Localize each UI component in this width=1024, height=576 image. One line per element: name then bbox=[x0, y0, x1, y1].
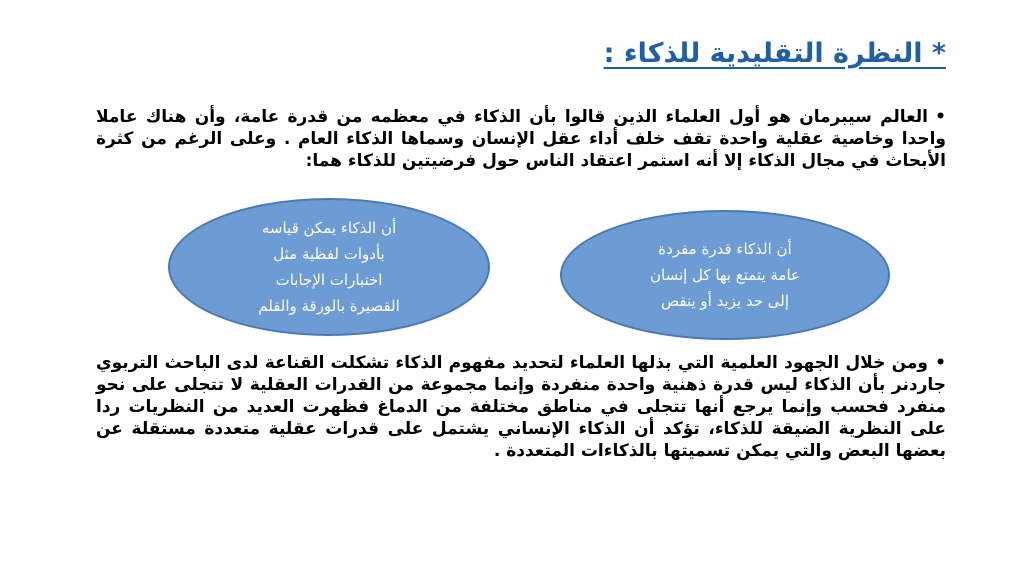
oval-left-line-1: أن الذكاء يمكن قياسه bbox=[261, 219, 397, 237]
oval-right-line-3: إلى حد يزيد أو ينقص bbox=[660, 292, 790, 310]
hypothesis-oval-single-ability bbox=[560, 210, 890, 340]
oval-right-line-1: أن الذكاء قدرة مفردة bbox=[658, 240, 792, 258]
oval-left-line-3: اختبارات الإجابات bbox=[275, 271, 383, 289]
hypothesis-oval-measurement bbox=[168, 198, 490, 336]
oval-left-line-2: بأدوات لفظية مثل bbox=[273, 245, 385, 263]
oval-left-line-4: القصيرة بالورقة والقلم bbox=[258, 297, 400, 315]
bullet-paragraph-2 bbox=[96, 352, 946, 462]
slide-title: * النظرة التقليدية للذكاء : bbox=[603, 38, 946, 69]
paragraph-2-text: ومن خلال الجهود العلمية التي بذلها العلماء لتحديد مفهوم الذكاء تشكلت القناعة لدى الباحث التربوي جاردنر بأن الذكاء ليس قدرة ذهنية واحدة منفردة وإنما مجموعة من القدرات العقلية لا تتجلى على نحو منفرد فحسب وإنما يرجع أنها تتجلى في مناطق مختلفة من الدماغ فظهرت العديد من النظريات ردا على النظرية الضيقة للذكاء، تؤكد أن الذكاء الإنساني يشتمل على قدرات عقلية متعددة مستقلة عن بعضها البعض والتي يمكن تسميتها بالذكاءات المتعددة . bbox=[96, 353, 946, 461]
paragraph-1-text: العالم سيبرمان هو أول العلماء الذين قالوا بأن الذكاء في معظمه من قدرة عامة، وأن هناك عاملا واحدا وخاصية عقلية واحدة تقف خلف أداء عقل الإنسان وسماها الذكاء العام . وعلى الرغم من كثرة الأبحاث في مجال الذكاء إلا أنه استمر اعتقاد الناس حول فرضيتين للذكاء هما: bbox=[96, 107, 946, 171]
bullet-point-2: • bbox=[935, 353, 946, 373]
bullet-paragraph-1 bbox=[96, 106, 946, 172]
oval-right-line-2: عامة يتمتع بها كل إنسان bbox=[649, 266, 801, 284]
bullet-point-1: • bbox=[935, 107, 946, 127]
